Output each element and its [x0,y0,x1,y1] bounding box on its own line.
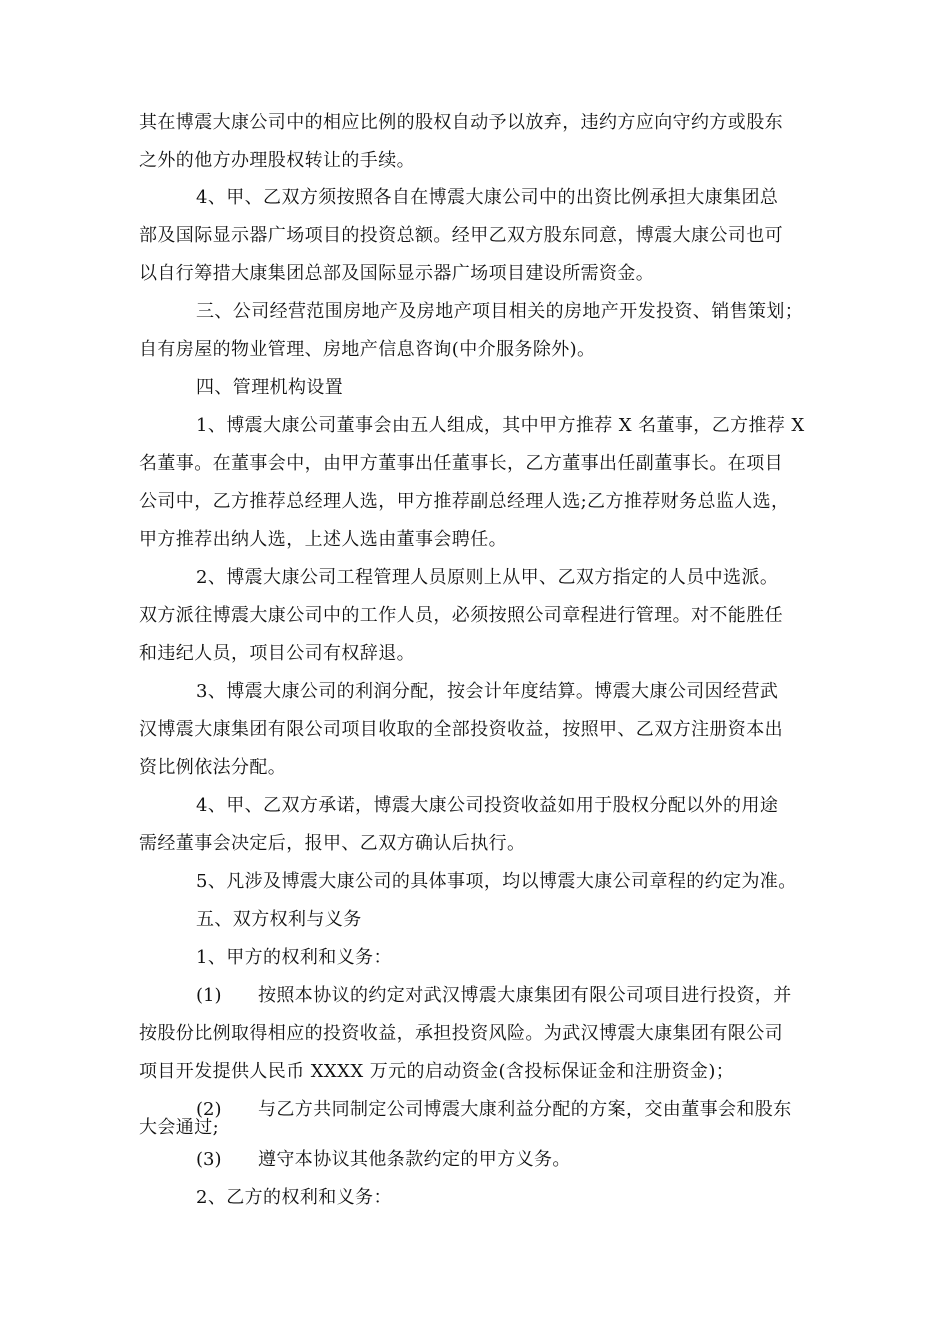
section-heading: 五、双方权利与义务 [196,909,362,930]
paragraph-line: 遵守本协议其他条款约定的甲方义务。 [258,1149,571,1170]
item-number: (2) [196,1099,222,1120]
paragraph-line: 4、甲、乙双方须按照各自在博震大康公司中的出资比例承担大康集团总 [196,187,779,208]
paragraph-line: 2、博震大康公司工程管理人员原则上从甲、乙双方指定的人员中选派。 [196,567,779,588]
paragraph-line: 甲方推荐出纳人选，上述人选由董事会聘任。 [139,529,507,550]
paragraph-line: 名董事。在董事会中，由甲方董事出任董事长，乙方董事出任副董事长。在项目 [139,453,783,474]
paragraph-line: 以自行筹措大康集团总部及国际显示器广场项目建设所需资金。 [139,263,655,284]
paragraph-line: 5、凡涉及博震大康公司的具体事项，均以博震大康公司章程的约定为准。 [196,871,797,892]
paragraph-line: 部及国际显示器广场项目的投资总额。经甲乙双方股东同意，博震大康公司也可 [139,225,783,246]
paragraph-line: 4、甲、乙双方承诺，博震大康公司投资收益如用于股权分配以外的用途 [196,795,779,816]
subsection-heading: 2、乙方的权利和义务： [196,1187,392,1208]
paragraph-line: 1、博震大康公司董事会由五人组成，其中甲方推荐 X 名董事，乙方推荐 X [196,415,805,436]
subsection-heading: 1、甲方的权利和义务： [196,947,392,968]
paragraph-line: 公司中，乙方推荐总经理人选，甲方推荐副总经理人选;乙方推荐财务总监人选， [139,491,790,512]
paragraph-line: 3、博震大康公司的利润分配，按会计年度结算。博震大康公司因经营武 [196,681,779,702]
paragraph-line: 双方派往博震大康公司中的工作人员，必须按照公司章程进行管理。对不能胜任 [139,605,783,626]
paragraph-line: 自有房屋的物业管理、房地产信息咨询(中介服务除外)。 [139,339,596,360]
paragraph-line: 之外的他方办理股权转让的手续。 [139,150,415,171]
section-heading: 四、管理机构设置 [196,377,344,398]
item-number: (3) [196,1149,222,1170]
paragraph-line: 与乙方共同制定公司博震大康利益分配的方案，交由董事会和股东 [258,1099,792,1120]
paragraph-line: 汉博震大康集团有限公司项目收取的全部投资收益，按照甲、乙双方注册资本出 [139,719,783,740]
paragraph-line: 资比例依法分配。 [139,757,287,778]
paragraph-line: 项目开发提供人民币 XXXX 万元的启动资金(含投标保证金和注册资金)； [139,1061,735,1082]
paragraph-line: 和违纪人员，项目公司有权辞退。 [139,643,415,664]
paragraph-line: 大会通过; [139,1117,220,1138]
item-number: (1) [196,985,222,1006]
paragraph-line: 按股份比例取得相应的投资收益，承担投资风险。为武汉博震大康集团有限公司 [139,1023,783,1044]
section-heading-line: 三、公司经营范围房地产及房地产项目相关的房地产开发投资、销售策划； [196,301,804,322]
paragraph-line: 按照本协议的约定对武汉博震大康集团有限公司项目进行投资，并 [258,985,792,1006]
paragraph-line: 其在博震大康公司中的相应比例的股权自动予以放弃，违约方应向守约方或股东 [139,112,783,133]
paragraph-line: 需经董事会决定后，报甲、乙双方确认后执行。 [139,833,526,854]
